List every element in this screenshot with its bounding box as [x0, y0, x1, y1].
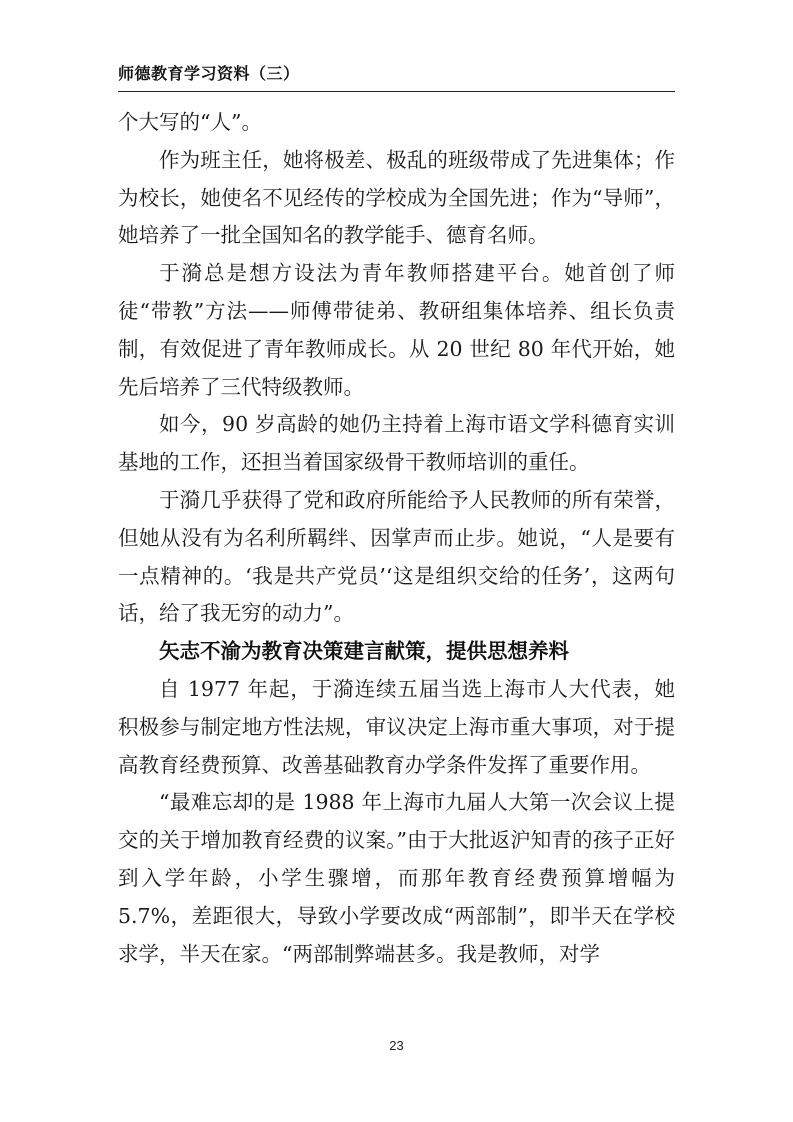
body-text [118, 104, 675, 973]
paragraph: 于漪几乎获得了党和政府所能给予人民教师的所有荣誉，但她从没有为名利所羁绊、因掌声而止步。她说，“人是要有一点精神的。‘我是共产党员’‘这是组织交给的任务’，这两句话，给了我无穷的动力”。 [118, 487, 675, 626]
paragraph: “最难忘却的是 1988 年上海市九届人大第一次会议上提交的关于增加教育经费的议案。”由于大批返沪知青的孩子正好到入学年龄，小学生骤增，而那年教育经费预算增幅为 5.7%，差距很大，导致小学要改成“两部制”，即半天在学校求学，半天在家。“两部制弊端甚多。我是教师，对学 [118, 790, 675, 966]
paragraph: 自 1977 年起，于漪连续五届当选上海市人大代表，她积极参与制定地方性法规，审议决定上海市重大事项，对于提高教育经费预算、改善基础教育办学条件发挥了重要作用。 [118, 676, 675, 777]
header-divider [118, 91, 675, 92]
running-header-title: 师德教育学习资料（三） [118, 64, 300, 83]
paragraph: 如今，90 岁高龄的她仍主持着上海市语文学科德育实训基地的工作，还担当着国家级骨干教师培训的重任。 [118, 412, 675, 475]
page-number: 23 [389, 1038, 404, 1053]
paragraph: 作为班主任，她将极差、极乱的班级带成了先进集体；作为校长，她使名不见经传的学校成为全国先进；作为“导师”，她培养了一批全国知名的教学能手、德育名师。 [118, 147, 675, 248]
paragraph: 于漪总是想方设法为青年教师搭建平台。她首创了师徒“带教”方法——师傅带徒弟、教研组集体培养、组长负责制，有效促进了青年教师成长。从 20 世纪 80 年代开始，她先后培养了三代特级教师。 [118, 261, 675, 399]
section-heading: 矢志不渝为教育决策建言献策，提供思想养料 [159, 639, 569, 664]
paragraph-continued: 个大写的“人”。 [118, 110, 262, 134]
